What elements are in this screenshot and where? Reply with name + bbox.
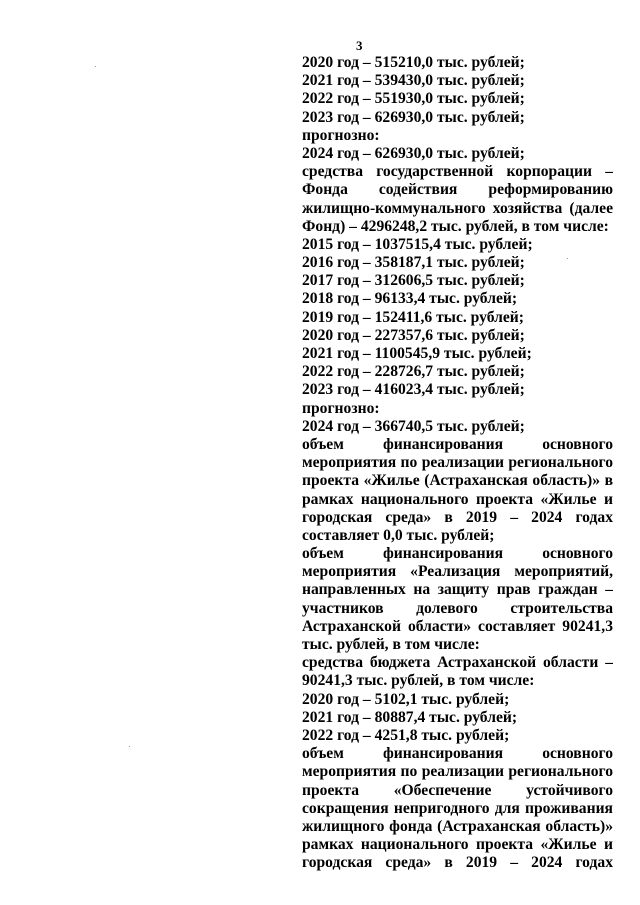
text-line: жилищного фонда (Астраханская область)» <box>302 817 613 835</box>
text-line: 2023 год – 626930,0 тыс. рублей; <box>302 108 525 126</box>
text-line: объем финансирования основного <box>302 745 613 763</box>
text-line: 2016 год – 358187,1 тыс. рублей; <box>302 254 525 272</box>
text-line: Фонд) – 4296248,2 тыс. рублей, в том числе: <box>302 217 609 235</box>
text-line: 2022 год – 551930,0 тыс. рублей; <box>302 90 525 108</box>
document-text-block <box>302 54 613 872</box>
text-line: объем финансирования основного <box>302 435 613 453</box>
text-line: 2022 год – 228726,7 тыс. рублей; <box>302 363 525 381</box>
text-line: 2024 год – 366740,5 тыс. рублей; <box>302 417 525 435</box>
text-line: 2015 год – 1037515,4 тыс. рублей; <box>302 235 533 253</box>
text-line: 2022 год – 4251,8 тыс. рублей; <box>302 726 510 744</box>
text-line: городская среда» в 2019 – 2024 годах <box>302 854 613 872</box>
text-line: прогнозно: <box>302 399 380 417</box>
text-line: мероприятия по реализации регионального <box>302 763 613 781</box>
scan-speck <box>567 258 568 259</box>
text-line: средства бюджета Астраханской области – <box>302 654 613 672</box>
text-line: 2017 год – 312606,5 тыс. рублей; <box>302 272 525 290</box>
text-line: средства государственной корпорации – <box>302 163 613 181</box>
text-line: рамках национального проекта «Жилье и <box>302 836 613 854</box>
text-line: жилищно-коммунального хозяйства (далее <box>302 199 613 217</box>
page-number: 3 <box>356 38 363 53</box>
text-line: 2024 год – 626930,0 тыс. рублей; <box>302 144 525 162</box>
text-line: сокращения непригодного для проживания <box>302 799 613 817</box>
text-line: Астраханской области» составляет 90241,3 <box>302 617 613 635</box>
text-line: 2020 год – 227357,6 тыс. рублей; <box>302 326 525 344</box>
text-line: рамках национального проекта «Жилье и <box>302 490 613 508</box>
text-line: городская среда» в 2019 – 2024 годах <box>302 508 613 526</box>
text-line: 2019 год – 152411,6 тыс. рублей; <box>302 308 524 326</box>
text-line: участников долевого строительства <box>302 599 613 617</box>
text-line: составляет 0,0 тыс. рублей; <box>302 526 495 544</box>
text-line: мероприятия «Реализация мероприятий, <box>302 563 613 581</box>
text-line: 2020 год – 5102,1 тыс. рублей; <box>302 690 510 708</box>
text-line: 2018 год – 96133,4 тыс. рублей; <box>302 290 518 308</box>
text-line: 90241,3 тыс. рублей, в том числе: <box>302 672 535 690</box>
scan-speck <box>95 66 96 67</box>
text-line: тыс. рублей, в том числе: <box>302 636 480 653</box>
text-line: направленных на защиту прав граждан – <box>302 581 613 599</box>
scan-speck <box>129 746 130 747</box>
text-line: 2021 год – 1100545,9 тыс. рублей; <box>302 345 532 362</box>
text-line: проекта «Обеспечение устойчивого <box>302 781 613 799</box>
text-line: Фонда содействия реформированию <box>302 181 613 199</box>
text-line: проекта «Жилье (Астраханская область)» в <box>302 472 613 490</box>
text-line: прогнозно: <box>302 126 380 144</box>
text-line: 2020 год – 515210,0 тыс. рублей; <box>302 54 525 71</box>
text-line: объем финансирования основного <box>302 545 613 563</box>
text-line: мероприятия по реализации регионального <box>302 454 613 472</box>
text-line: 2021 год – 80887,4 тыс. рублей; <box>302 708 518 726</box>
text-line: 2021 год – 539430,0 тыс. рублей; <box>302 72 525 90</box>
text-line: 2023 год – 416023,4 тыс. рублей; <box>302 381 525 399</box>
